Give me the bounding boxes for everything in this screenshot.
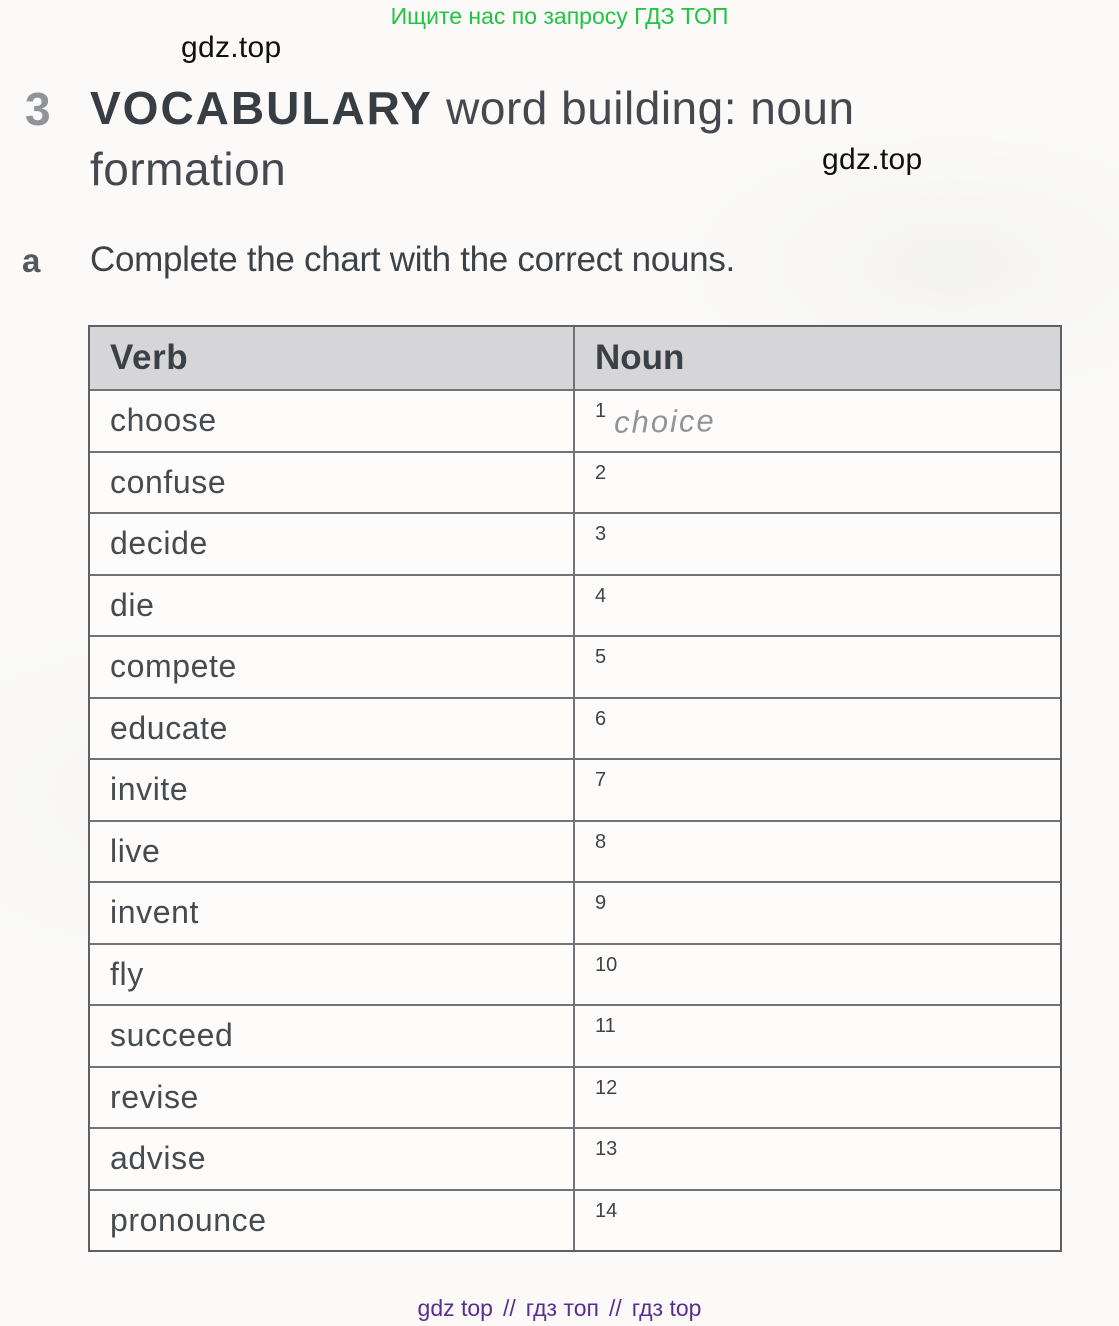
item-number: 14 (595, 1199, 618, 1222)
noun-cell[interactable] (575, 822, 1060, 882)
example-answer: choice (613, 403, 717, 440)
table-row (90, 758, 1060, 820)
item-number: 2 (595, 461, 607, 484)
item-number: 5 (595, 646, 607, 668)
verb-cell: invent (90, 883, 575, 943)
table-row (90, 1189, 1060, 1251)
noun-cell[interactable] (575, 637, 1060, 697)
item-number: 10 (595, 953, 618, 976)
footer-separator: // (502, 1295, 516, 1321)
table-row (90, 943, 1060, 1005)
table-row (90, 1127, 1060, 1189)
verb-cell: decide (90, 514, 575, 574)
footer-separator: // (609, 1295, 622, 1321)
task-letter: a (22, 242, 41, 279)
noun-cell[interactable] (575, 391, 1060, 451)
item-number: 13 (595, 1138, 618, 1160)
item-number: 3 (595, 523, 607, 545)
task-instruction: Complete the chart with the correct nouns. (90, 240, 735, 279)
item-number: 9 (595, 892, 607, 914)
item-number: 11 (595, 1015, 616, 1037)
noun-cell[interactable] (575, 945, 1060, 1005)
table-row (90, 389, 1060, 451)
item-number: 12 (595, 1076, 618, 1099)
item-number: 4 (595, 584, 607, 607)
noun-cell[interactable] (575, 760, 1060, 820)
noun-cell[interactable] (575, 1006, 1060, 1066)
verb-cell: live (90, 822, 575, 882)
column-header-noun: Noun (595, 338, 685, 377)
noun-cell[interactable] (575, 1068, 1060, 1128)
noun-cell[interactable] (575, 576, 1060, 636)
noun-cell[interactable] (575, 453, 1060, 513)
watermark: gdz.top (822, 143, 923, 176)
noun-cell[interactable] (575, 883, 1060, 943)
verb-cell: educate (90, 699, 575, 759)
heading-vocabulary: VOCABULARY (90, 82, 433, 134)
item-number: 6 (595, 707, 607, 730)
column-header-verb: Verb (90, 327, 575, 389)
exercise-number: 3 (25, 83, 51, 135)
promo-banner: Ищите нас по запросу ГДЗ ТОП (390, 3, 729, 29)
table-row (90, 697, 1060, 759)
verb-cell: die (90, 576, 575, 636)
table-row (90, 512, 1060, 574)
noun-formation-table (88, 325, 1062, 1252)
footer-part: gdz top (417, 1295, 493, 1321)
table-header-row (90, 327, 1060, 389)
table-row (90, 881, 1060, 943)
table-row (90, 1004, 1060, 1066)
noun-cell[interactable] (575, 514, 1060, 574)
verb-cell: compete (90, 637, 575, 697)
verb-cell: pronounce (90, 1191, 575, 1251)
watermark: gdz.top (181, 31, 282, 64)
noun-cell[interactable] (575, 699, 1060, 759)
exercise-heading (90, 78, 990, 200)
noun-cell[interactable] (575, 1129, 1060, 1189)
table-row (90, 820, 1060, 882)
verb-cell: confuse (90, 453, 575, 513)
table-row (90, 1066, 1060, 1128)
item-number: 8 (595, 830, 607, 853)
footer-part: гдз топ (525, 1295, 599, 1321)
verb-cell: invite (90, 760, 575, 820)
verb-cell: choose (90, 391, 575, 451)
table-row (90, 574, 1060, 636)
item-number: 1 (595, 400, 607, 422)
table-row (90, 451, 1060, 513)
footer-part: гдз top (631, 1295, 702, 1321)
verb-cell: fly (90, 945, 575, 1005)
verb-cell: succeed (90, 1006, 575, 1066)
noun-cell[interactable] (575, 1191, 1060, 1251)
verb-cell: advise (90, 1129, 575, 1189)
footer-watermark (0, 1295, 1119, 1322)
verb-cell: revise (90, 1068, 575, 1128)
item-number: 7 (595, 769, 607, 791)
table-row (90, 635, 1060, 697)
heading-subtitle: word building: noun formation (90, 82, 855, 195)
